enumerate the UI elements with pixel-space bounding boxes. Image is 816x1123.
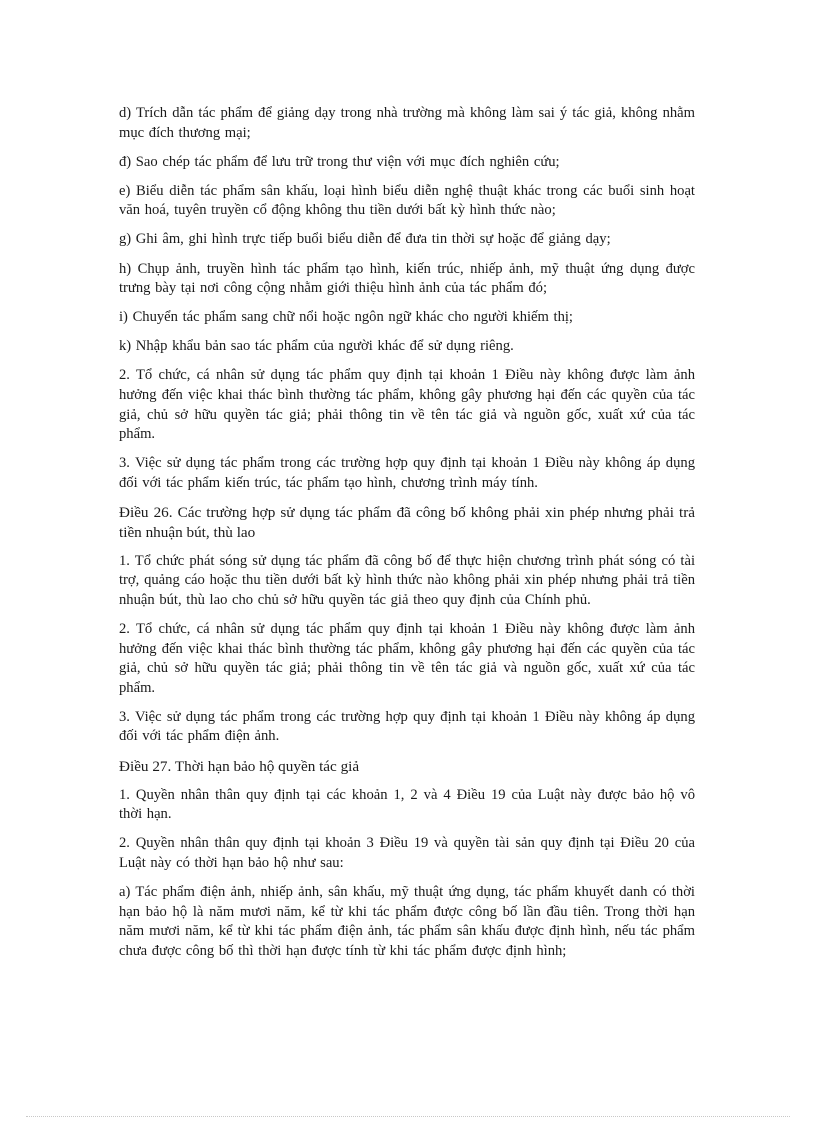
article-27-clause-2: 2. Quyền nhân thân quy định tại khoản 3 Điều 19 và quyền tài sản quy định tại Điều 20 của Luật này có thời hạn bảo hộ như sau: [119, 835, 695, 871]
article-27-heading: Điều 27. Thời hạn bảo hộ quyền tác giả [119, 757, 360, 775]
paragraph-k: k) Nhập khẩu bản sao tác phẩm của người khác để sử dụng riêng. [119, 338, 514, 355]
paragraph-dd: đ) Sao chép tác phẩm để lưu trữ trong thư viện với mục đích nghiên cứu; [119, 153, 560, 170]
paragraph-d: d) Trích dẫn tác phẩm để giảng dạy trong nhà trường mà không làm sai ý tác giả, không nhằm mục đích thương mại; [119, 105, 695, 141]
article-26-clause-2: 2. Tổ chức, cá nhân sử dụng tác phẩm quy định tại khoản 1 Điều này không được làm ảnh hưởng đến việc khai thác bình thường tác phẩm, không gây phương hại đến các quyền của tác giả, chủ sở hữu quyền tác giả; phải thông tin về tên tác giả và nguồn gốc, xuất xứ của tác phẩm. [119, 620, 695, 696]
article-26-heading: Điều 26. Các trường hợp sử dụng tác phẩm đã công bố không phải xin phép nhưng phải trả tiền nhuận bút, thù lao [119, 504, 695, 541]
paragraph-clause-2: 2. Tổ chức, cá nhân sử dụng tác phẩm quy định tại khoản 1 Điều này không được làm ảnh hưởng đến việc khai thác bình thường tác phẩm, không gây phương hại đến các quyền của tác giả, chủ sở hữu quyền tác giả; phải thông tin về tên tác giả và nguồn gốc, xuất xứ của tác phẩm. [119, 367, 695, 443]
article-26-clause-3: 3. Việc sử dụng tác phẩm trong các trường hợp quy định tại khoản 1 Điều này không áp dụng đối với tác phẩm điện ảnh. [119, 708, 695, 745]
paragraph-g: g) Ghi âm, ghi hình trực tiếp buổi biểu diễn để đưa tin thời sự hoặc để giảng dạy; [119, 231, 611, 248]
document-page [119, 104, 695, 971]
article-26-clause-1: 1. Tổ chức phát sóng sử dụng tác phẩm đã công bố để thực hiện chương trình phát sóng có tài trợ, quảng cáo hoặc thu tiền dưới bất kỳ hình thức nào không phải xin phép nhưng phải trả tiền nhuận bút, thù lao cho chủ sở hữu quyền tác giả theo quy định của Chính phủ. [119, 552, 695, 608]
page-bottom-border [26, 1116, 790, 1117]
paragraph-h: h) Chụp ảnh, truyền hình tác phẩm tạo hình, kiến trúc, nhiếp ảnh, mỹ thuật ứng dụng được trưng bày tại nơi công cộng nhằm giới thiệu hình ảnh của tác phẩm đó; [119, 260, 695, 297]
article-27-point-a: a) Tác phẩm điện ảnh, nhiếp ảnh, sân khấu, mỹ thuật ứng dụng, tác phẩm khuyết danh có thời hạn bảo hộ là năm mươi năm, kể từ khi tác phẩm được công bố lần đầu tiên. Trong thời hạn năm mươi năm, kể từ khi tác phẩm điện ảnh, tác phẩm sân khấu được định hình, nếu tác phẩm chưa được công bố thì thời hạn được tính từ khi tác phẩm được định hình; [119, 884, 695, 959]
paragraph-clause-3: 3. Việc sử dụng tác phẩm trong các trường hợp quy định tại khoản 1 Điều này không áp dụng đối với tác phẩm kiến trúc, tác phẩm tạo hình, chương trình máy tính. [119, 455, 695, 491]
article-27-clause-1: 1. Quyền nhân thân quy định tại các khoản 1, 2 và 4 Điều 19 của Luật này được bảo hộ vô thời hạn. [119, 786, 695, 823]
paragraph-i: i) Chuyển tác phẩm sang chữ nổi hoặc ngôn ngữ khác cho người khiếm thị; [119, 309, 573, 326]
paragraph-e: e) Biểu diễn tác phẩm sân khấu, loại hình biểu diễn nghệ thuật khác trong các buổi sinh hoạt văn hoá, tuyên truyền cổ động không thu tiền dưới bất kỳ hình thức nào; [119, 182, 695, 219]
